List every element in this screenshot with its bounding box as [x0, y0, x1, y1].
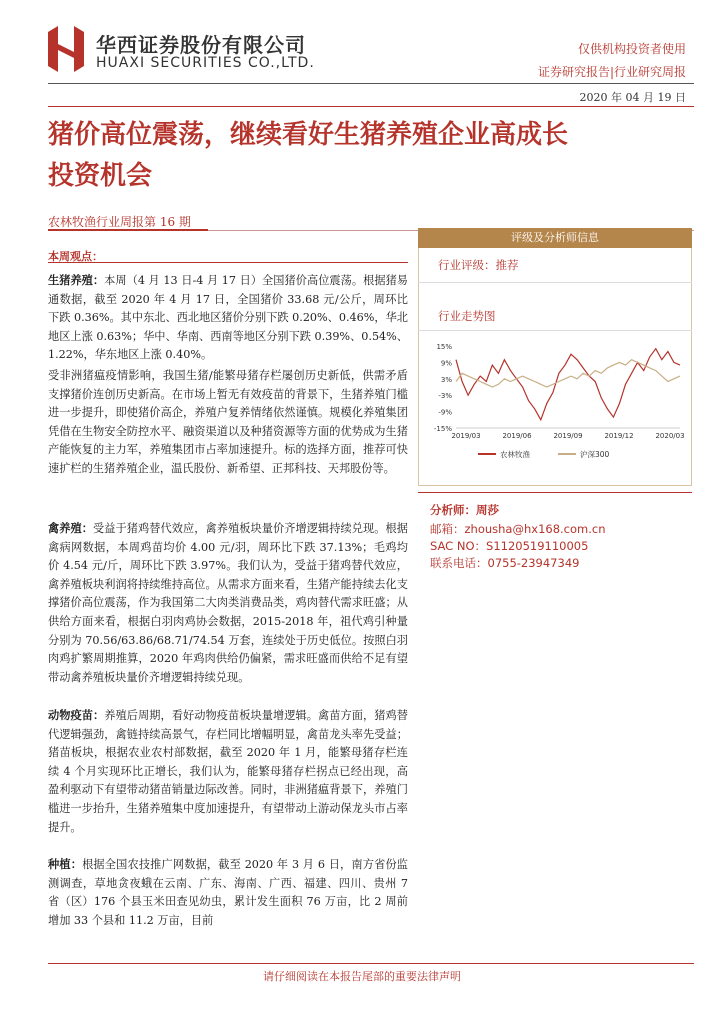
company-name-cn: 华西证券股份有限公司 [96, 33, 306, 57]
x-tick-label: 2019/12 [604, 432, 634, 440]
subtitle-underline [48, 229, 208, 231]
x-tick-label: 2020/03 [655, 432, 685, 440]
paragraph-text: 受非洲猪瘟疫情影响，我国生猪/能繁母猪存栏屡创历史新低，供需矛盾支撑猪价连创历史新高。在市场上暂无有效疫苗的背景下，生猪养殖门槛进一步提升，即使猪价高企，养殖户复养情绪依然谨慎。规模化养殖集团凭借在生物安全防控水平、融资渠道以及种猪资源等方面的优势成为生猪产能恢复的主力军，养殖集团市占率加速提升。标的选择方面，推荐可快速扩栏的生猪养殖企业，温氏股份、新希望、正邦科技、天邦股份等。 [48, 369, 408, 475]
analyst-divider [418, 492, 692, 493]
paragraph-text: 受益于猪鸡替代效应，禽养殖板块量价齐增逻辑持续兑现。根据禽病网数据，本周鸡苗均价 4.00 元/羽，周环比下跌 37.13%；毛鸡均价 4.54 元/斤，周环比下跌 3.97%。我们认为，受益于猪鸡替代效应，禽养殖板块利润将持续维持高位。从需求方面来看，生猪产能持续去化支撑猪价高位震荡，作为我国第二大肉类消费品类，鸡肉替代需求旺盛；从供给方面来看，根据白羽肉鸡协会数据，2015-2018 年，祖代鸡引种量分别为 70.56/63.86/68.71/74.54 万套，连续处于历史低位。按照白羽肉鸡扩繁周期推算，2020 年鸡肉供给仍偏紧，需求旺盛而供给不足有望带动禽养殖板块量价齐增逻辑持续兑现。 [48, 522, 408, 684]
rating-divider [418, 282, 692, 283]
investor-notice: 仅供机构投资者使用 [577, 42, 686, 56]
paragraph-lead: 生猪养殖： [48, 273, 105, 287]
y-tick-label: 15% [436, 343, 452, 351]
paragraph-lead: 种植： [48, 857, 83, 871]
industry-rating: 行业评级：推荐 [438, 258, 519, 272]
paragraph-text: 本周（4 月 13 日-4 月 17 日）全国猪价高位震荡。根据猪易通数据，截至 2020 年 4 月 17 日，全国猪价 33.68 元/公斤，周环比下跌 0.36%。其中东北、西北地区猪价分别下跌 0.20%、0.46%，华北地区上涨 0.63%；华中、华南、西南等地区分别下跌 0.39%、0.54%、1.22%，华东地区上涨 0.40%。 [48, 274, 408, 362]
title-line-2: 投资机会 [48, 161, 153, 191]
y-tick-label: 9% [440, 359, 452, 368]
report-type: 证券研究报告|行业研究周报 [537, 65, 686, 79]
footer-divider [48, 963, 694, 964]
legend-label: 农林牧渔 [500, 450, 530, 459]
header-divider-red [48, 106, 694, 107]
series-line [456, 349, 680, 420]
x-tick-label: 2019/09 [553, 432, 583, 440]
paragraph-planting [48, 855, 408, 930]
paragraph-poultry [48, 519, 408, 687]
report-date: 2020 年 04 月 19 日 [579, 91, 686, 104]
x-tick-label: 2019/06 [502, 432, 532, 440]
industry-trend-chart [418, 336, 692, 472]
huaxi-logo-icon [48, 26, 84, 72]
y-tick-label: -3% [438, 392, 452, 401]
page-title [48, 115, 688, 197]
legal-notice: 请仔细阅读在本报告尾部的重要法律声明 [263, 970, 461, 983]
analyst-phone: 联系电话：0755-23947349 [430, 556, 580, 570]
report-subtitle: 农林牧渔行业周报第 16 期 [48, 215, 191, 229]
rating-panel-header: 评级及分析师信息 [418, 228, 692, 248]
analyst-sac: SAC NO：S1120519110005 [430, 539, 589, 553]
section-underline [48, 262, 408, 263]
paragraph-text: 根据全国农技推广网数据，截至 2020 年 3 月 6 日，南方省份监测调查，草地贪夜蛾在云南、广东、海南、广西、福建、四川、贵州 7 省（区）176 个县玉米田查见幼虫，累计发生面积 76 万亩，比 2 周前增加 33 个县和 11.2 万亩，目前 [48, 858, 408, 927]
y-tick-label: 3% [440, 375, 452, 384]
company-name-en: HUAXI SECURITIES CO.,LTD. [96, 55, 315, 71]
paragraph-lead: 禽养殖： [48, 521, 94, 535]
legend-label: 沪深300 [580, 450, 610, 459]
paragraph-hog [48, 271, 408, 365]
paragraph-lead: 动物疫苗： [48, 708, 105, 722]
paragraph-text: 养殖后周期，看好动物疫苗板块量增逻辑。禽苗方面，猪鸡替代逻辑强劲，禽链持续高景气，存栏同比增幅明显，禽苗龙头率先受益；猪苗板块，根据农业农村部数据，截至 2020 年 1 月，能繁母猪存栏连续 4 个月实现环比正增长，我们认为，能繁母猪存栏拐点已经出现，高盈利驱动下有望带动猪苗销量边际改善。同时，非洲猪瘟背景下，养殖门槛进一步抬升，生猪养殖集中度加速提升，有望带动上游动保龙头市占率提升。 [48, 709, 408, 834]
paragraph-vaccine [48, 706, 408, 837]
analyst-email: 邮箱：zhousha@hx168.com.cn [430, 522, 606, 536]
industry-trend-label: 行业走势图 [438, 309, 496, 323]
trend-divider [418, 330, 692, 331]
title-line-1: 猪价高位震荡，继续看好生猪养殖企业高成长 [48, 120, 569, 150]
section-label: 本周观点： [48, 250, 103, 263]
header-divider [48, 83, 694, 84]
y-tick-label: -9% [438, 408, 452, 417]
x-tick-label: 2019/03 [451, 432, 481, 440]
y-tick-label: -15% [433, 425, 452, 433]
analyst-name: 分析师：周莎 [430, 503, 499, 517]
paragraph-hog-outlook [48, 367, 408, 479]
